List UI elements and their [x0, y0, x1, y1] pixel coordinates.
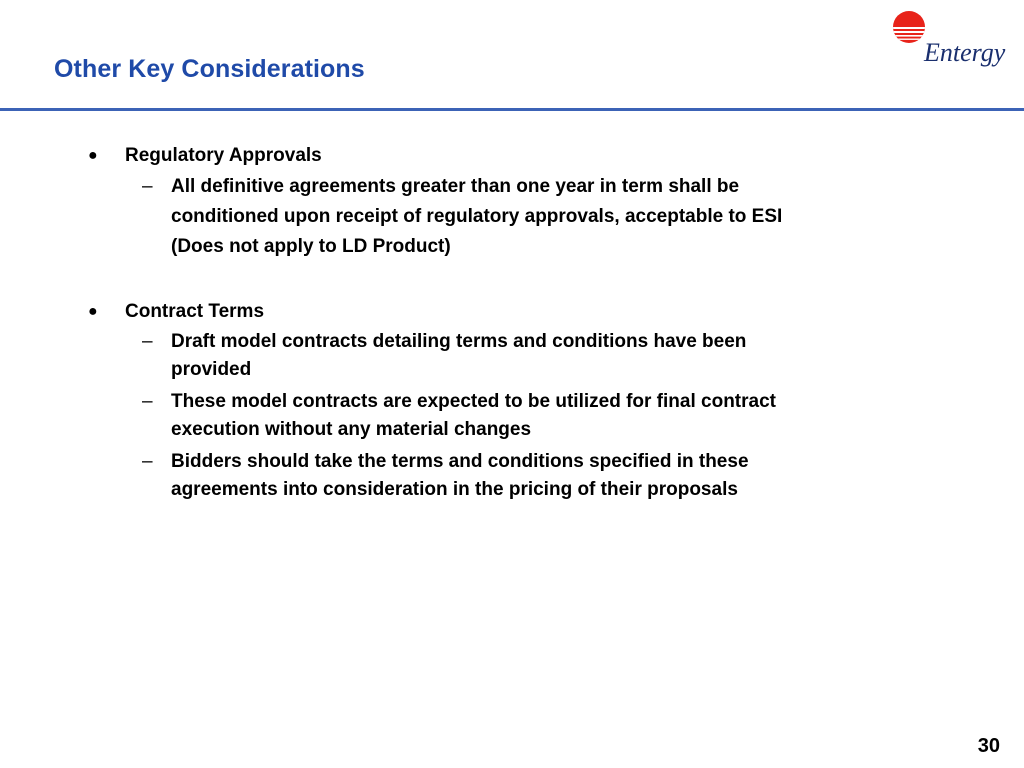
dash-icon: – [142, 176, 153, 197]
bullet-icon: ● [88, 147, 98, 164]
dash-icon: – [142, 391, 153, 412]
dash-icon: – [142, 331, 153, 352]
sub-item-line: agreements into consideration in the pricing of their proposals [171, 479, 738, 500]
bullet-regulatory-approvals [86, 142, 946, 266]
dash-icon: – [142, 451, 153, 472]
sub-item [86, 448, 931, 504]
sub-item [86, 388, 931, 444]
sub-item-line: provided [171, 359, 252, 380]
slide-title: Other Key Considerations [54, 55, 365, 83]
bullet-label: Contract Terms [125, 301, 265, 322]
sub-item [86, 172, 931, 262]
sub-item-line: Draft model contracts detailing terms and conditions have been [171, 331, 747, 352]
sub-item [86, 328, 931, 384]
bullet-contract-terms [86, 298, 946, 508]
logo-wordmark: Entergy [924, 38, 1006, 67]
bullet-label: Regulatory Approvals [125, 145, 322, 166]
sub-item-line: Bidders should take the terms and conditions specified in these [171, 451, 749, 472]
sub-item-line: These model contracts are expected to be utilized for final contract [171, 391, 776, 412]
sub-item-line: conditioned upon receipt of regulatory approvals, acceptable to ESI [171, 206, 783, 227]
sub-item-line: All definitive agreements greater than one year in term shall be [171, 176, 740, 197]
page-number: 30 [977, 735, 1000, 757]
sub-item-line: execution without any material changes [171, 419, 532, 440]
bullet-icon: ● [88, 303, 98, 320]
sub-item-line: (Does not apply to LD Product) [171, 236, 451, 257]
